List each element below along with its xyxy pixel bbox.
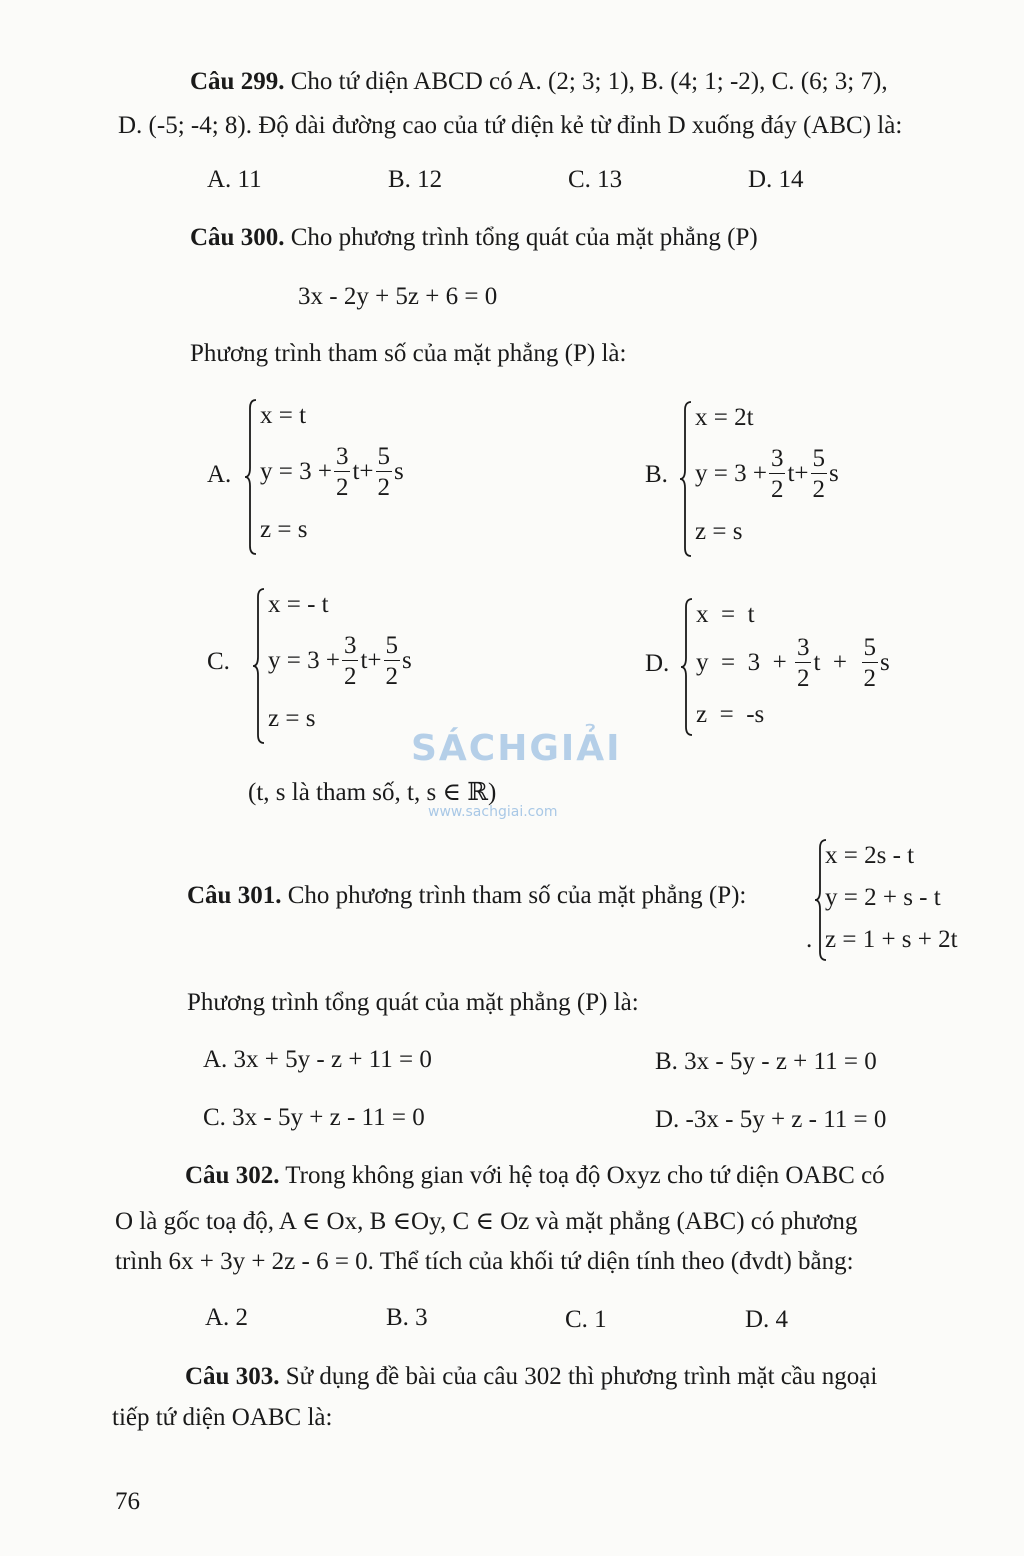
fraction: $\frac{5}{2}$ — [385, 632, 399, 690]
q299-text1: Cho tứ diện ABCD có A. (2; 3; 1), B. (4; 1; -2), C. (6; 3; 7), — [284, 68, 888, 95]
fraction: $\frac{3}{2}$ — [796, 634, 810, 692]
q303-line1: Câu 303. Sử dụng đề bài của câu 302 thì phương trình mặt cầu ngoại — [185, 1363, 878, 1390]
watermark-brand: SÁCHGIẢI — [411, 728, 622, 769]
q300-c-z: z = s — [268, 705, 316, 732]
q300-a-y-pre: y = 3 + — [260, 458, 332, 485]
q301-prompt: Phương trình tổng quát của mặt phẳng (P) là: — [187, 989, 639, 1016]
q300-option-d-system — [680, 597, 940, 737]
q300-d-z: z = -s — [696, 701, 765, 728]
q301-dot: . — [806, 926, 813, 953]
q302-line1: Câu 302. Trong không gian với hệ toạ độ Oxyz cho tứ diện OABC có — [185, 1162, 885, 1189]
q301-y: y = 2 + s - t — [825, 884, 941, 911]
q300-c-x: x = - t — [268, 591, 329, 618]
q300-note: (t, s là tham số, t, s ∈ ℝ) — [248, 779, 497, 806]
q301-system — [808, 838, 1008, 962]
q300-intro-text: Cho phương trình tổng quát của mặt phẳng (P) — [284, 224, 758, 251]
q300-c-y: y = 3 + $\frac{3}{2}$ t + $\frac{5}{2}$ s — [268, 632, 412, 690]
q301-intro-text: Cho phương trình tham số của mặt phẳng (P): — [281, 882, 747, 909]
fraction: $\frac{3}{2}$ — [335, 443, 349, 501]
watermark-url: www.sachgiai.com — [428, 804, 558, 820]
fraction: $\frac{5}{2}$ — [863, 634, 877, 692]
q300-option-b-system — [679, 400, 899, 558]
q302-option-b: B. 3 — [386, 1304, 428, 1331]
q300-prompt: Phương trình tham số của mặt phẳng (P) là: — [190, 340, 627, 367]
q300-b-x: x = 2t — [695, 404, 754, 431]
q300-option-c-label: C. — [207, 648, 230, 675]
fraction: $\frac{5}{2}$ — [812, 445, 826, 503]
q300-option-a-label: A. — [207, 461, 232, 488]
fraction: $\frac{3}{2}$ — [770, 445, 784, 503]
q301-option-a: A. 3x + 5y - z + 11 = 0 — [203, 1046, 432, 1073]
q300-option-b-label: B. — [645, 461, 668, 488]
q302-line3: trình 6x + 3y + 2z - 6 = 0. Thể tích của khối tứ diện tính theo (đvdt) bằng: — [115, 1248, 854, 1275]
q300-d-y: y = 3 + $\frac{3}{2}$ t + $\frac{5}{2}$ s — [696, 634, 890, 692]
brace-icon — [679, 400, 693, 558]
q300-a-x: x = t — [260, 402, 307, 429]
q301-option-b: B. 3x - 5y - z + 11 = 0 — [655, 1048, 877, 1075]
q300-d-x: x = t — [696, 601, 755, 628]
q302-label: Câu 302. — [185, 1162, 280, 1189]
page-number: 76 — [115, 1488, 140, 1515]
brace-icon — [244, 398, 258, 556]
q301-label: Câu 301. — [187, 882, 282, 909]
q299-option-b: B. 12 — [388, 166, 443, 193]
q300-b-y: y = 3 + $\frac{3}{2}$ t + $\frac{5}{2}$ s — [695, 445, 839, 503]
q300-a-y: y = 3 + $\frac{3}{2}$ t + $\frac{5}{2}$ s — [260, 443, 404, 501]
q299-option-a: A. 11 — [207, 166, 262, 193]
q300-option-c-system — [252, 587, 472, 745]
q300-label: Câu 300. — [190, 224, 285, 251]
q302-option-c: C. 1 — [565, 1306, 607, 1333]
q301-option-c: C. 3x - 5y + z - 11 = 0 — [203, 1104, 425, 1131]
q299-line1 — [190, 68, 888, 96]
q301-x: x = 2s - t — [825, 842, 915, 869]
q301-z: z = 1 + s + 2t — [825, 926, 958, 953]
q300-intro — [190, 224, 758, 252]
q303-label: Câu 303. — [185, 1363, 280, 1390]
q299-label: Câu 299. — [190, 68, 285, 95]
watermark-logo — [411, 728, 622, 820]
q301-option-d: D. -3x - 5y + z - 11 = 0 — [655, 1106, 887, 1133]
brace-icon — [252, 587, 266, 745]
q299-option-c: C. 13 — [568, 166, 623, 193]
q300-b-z: z = s — [695, 518, 743, 545]
brace-icon — [680, 597, 694, 737]
q302-option-a: A. 2 — [205, 1304, 249, 1331]
q301-intro — [187, 882, 746, 910]
q299-option-d: D. 14 — [748, 166, 804, 193]
q300-equation: 3x - 2y + 5z + 6 = 0 — [298, 283, 498, 310]
q300-option-d-label: D. — [645, 650, 670, 677]
fraction: $\frac{3}{2}$ — [343, 632, 357, 690]
q303-line2: tiếp tứ diện OABC là: — [112, 1404, 333, 1431]
q300-option-a-system — [244, 398, 464, 556]
q302-line2: O là gốc toạ độ, A ∈ Ox, B ∈Oy, C ∈ Oz và mặt phẳng (ABC) có phương — [115, 1208, 858, 1235]
q302-option-d: D. 4 — [745, 1306, 789, 1333]
q300-a-z: z = s — [260, 516, 308, 543]
fraction: $\frac{5}{2}$ — [377, 443, 391, 501]
q299-line2: D. (-5; -4; 8). Độ dài đường cao của tứ diện kẻ từ đỉnh D xuống đáy (ABC) là: — [118, 112, 903, 139]
